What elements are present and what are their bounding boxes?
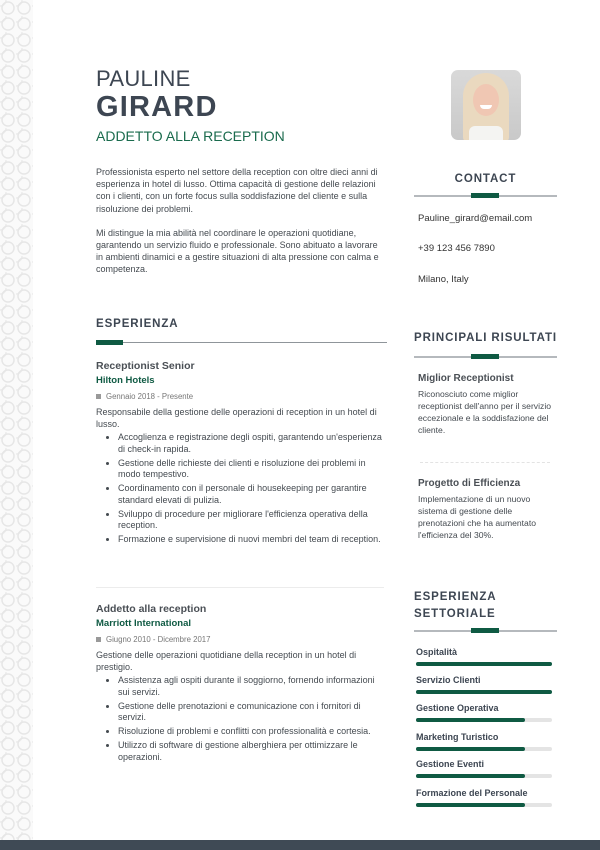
job-description: Responsabile della gestione delle operazioni di reception in un hotel di lusso. bbox=[96, 407, 377, 429]
skills-divider bbox=[414, 630, 557, 632]
job-bullets bbox=[96, 675, 388, 763]
skills-heading-line: SETTORIALE bbox=[414, 608, 496, 620]
job-bullet: • Accoglienza e registrazione degli ospiti, garantendo un'esperienza di check-in rapida. bbox=[118, 432, 388, 455]
job-bullet: • Formazione e supervisione di nuovi membri del team di reception. bbox=[118, 534, 388, 546]
job-divider bbox=[96, 587, 384, 588]
skill-bar-track bbox=[416, 747, 552, 751]
contact-email[interactable]: Pauline_girard@email.com bbox=[418, 213, 533, 224]
experience-heading: ESPERIENZA bbox=[96, 318, 179, 330]
skill-bar-track bbox=[416, 690, 552, 694]
job-entry bbox=[96, 603, 388, 766]
job-title: ADDETTO ALLA RECEPTION bbox=[96, 128, 285, 144]
experience-divider bbox=[96, 342, 387, 343]
job-entry bbox=[96, 360, 388, 548]
skill-item bbox=[416, 788, 552, 807]
job-company: Hilton Hotels bbox=[96, 375, 155, 386]
job-bullet: • Utilizzo di software di gestione alberghiera per ottimizzare le operazioni. bbox=[118, 740, 388, 763]
profile-summary bbox=[96, 166, 386, 288]
skill-bar-fill bbox=[416, 718, 525, 722]
calendar-icon bbox=[96, 637, 101, 642]
achievement-description: Riconosciuto come miglior receptionist dell'anno per il servizio eccezionale e la soddisfazione del cliente. bbox=[418, 389, 552, 435]
skill-name: Formazione del Personale bbox=[416, 788, 528, 798]
achievement-divider bbox=[420, 462, 550, 463]
footer-bar bbox=[0, 840, 600, 850]
skill-bar-track bbox=[416, 774, 552, 778]
achievement-item bbox=[418, 478, 553, 541]
skill-bar-fill bbox=[416, 747, 525, 751]
skill-bar-track bbox=[416, 803, 552, 807]
skills-heading bbox=[414, 589, 557, 623]
achievements-heading: PRINCIPALI RISULTATI bbox=[414, 332, 558, 344]
job-dates-text: Gennaio 2018 - Presente bbox=[106, 392, 194, 401]
achievement-description: Implementazione di un nuovo sistema di gestione delle prenotazioni che ha aumentato l'efficienza del 30%. bbox=[418, 494, 537, 540]
skill-bar-fill bbox=[416, 690, 552, 694]
job-company: Marriott International bbox=[96, 618, 192, 629]
skill-item bbox=[416, 675, 552, 694]
skill-name: Gestione Eventi bbox=[416, 759, 485, 769]
job-bullet: • Sviluppo di procedure per migliorare l'efficienza operativa della reception. bbox=[118, 509, 388, 532]
job-bullet: • Coordinamento con il personale di housekeeping per garantire standard elevati di pulizia. bbox=[118, 483, 388, 506]
achievement-title: Progetto di Efficienza bbox=[418, 478, 521, 489]
skill-bar-track bbox=[416, 662, 552, 666]
skill-bar-track bbox=[416, 718, 552, 722]
job-description: Gestione delle operazioni quotidiane della reception in un hotel di prestigio. bbox=[96, 650, 357, 672]
summary-paragraph: Mi distingue la mia abilità nel coordinare le operazioni quotidiane, garantendo un servizio fluido e professionale. Sono abituato a lavorare in ambienti dinamici e a gestire situazioni di alta pressione con calma e competenza. bbox=[96, 227, 379, 275]
job-role: Addetto alla reception bbox=[96, 603, 207, 615]
skill-bar-fill bbox=[416, 774, 525, 778]
first-name: PAULINE bbox=[96, 66, 191, 91]
contact-location: Milano, Italy bbox=[418, 274, 469, 285]
job-dates-text: Giugno 2010 - Dicembre 2017 bbox=[106, 635, 211, 644]
skill-name: Ospitalità bbox=[416, 647, 458, 657]
skill-item bbox=[416, 732, 552, 751]
job-bullets bbox=[96, 432, 388, 546]
skill-item bbox=[416, 647, 552, 666]
last-name: GIRARD bbox=[96, 91, 218, 123]
contact-divider bbox=[414, 195, 557, 197]
decorative-pattern-strip bbox=[0, 0, 33, 840]
job-bullet: • Gestione delle prenotazioni e comunicazione con i fornitori di servizi. bbox=[118, 701, 388, 724]
summary-paragraph: Professionista esperto nel settore della reception con oltre dieci anni di esperienza in hotel di lusso. Ottima capacità di gestione delle relazioni con i clienti, con un forte focus sulla soddisfazione del cliente e sulla risoluzione dei problemi. bbox=[96, 167, 378, 214]
skills-heading-line: ESPERIENZA bbox=[414, 591, 497, 603]
achievements-divider bbox=[414, 356, 557, 358]
skill-item bbox=[416, 759, 552, 778]
achievement-item bbox=[418, 373, 553, 436]
job-bullet: • Assistenza agli ospiti durante il soggiorno, fornendo informazioni sui servizi. bbox=[118, 675, 388, 698]
job-role: Receptionist Senior bbox=[96, 360, 195, 372]
skill-name: Servizio Clienti bbox=[416, 675, 481, 685]
contact-heading: CONTACT bbox=[454, 173, 517, 185]
skill-bar-fill bbox=[416, 803, 525, 807]
skill-item bbox=[416, 703, 552, 722]
profile-photo bbox=[451, 70, 521, 140]
skill-name: Gestione Operativa bbox=[416, 703, 499, 713]
job-bullet: • Gestione delle richieste dei clienti e risoluzione dei problemi in modo tempestivo. bbox=[118, 458, 388, 481]
achievement-title: Miglior Receptionist bbox=[418, 373, 514, 384]
calendar-icon bbox=[96, 394, 101, 399]
job-bullet: • Risoluzione di problemi e conflitti con professionalità e cortesia. bbox=[118, 726, 388, 738]
skill-name: Marketing Turistico bbox=[416, 732, 499, 742]
skill-bar-fill bbox=[416, 662, 552, 666]
job-dates bbox=[96, 635, 388, 644]
contact-phone[interactable]: +39 123 456 7890 bbox=[418, 243, 495, 254]
job-dates bbox=[96, 392, 388, 401]
